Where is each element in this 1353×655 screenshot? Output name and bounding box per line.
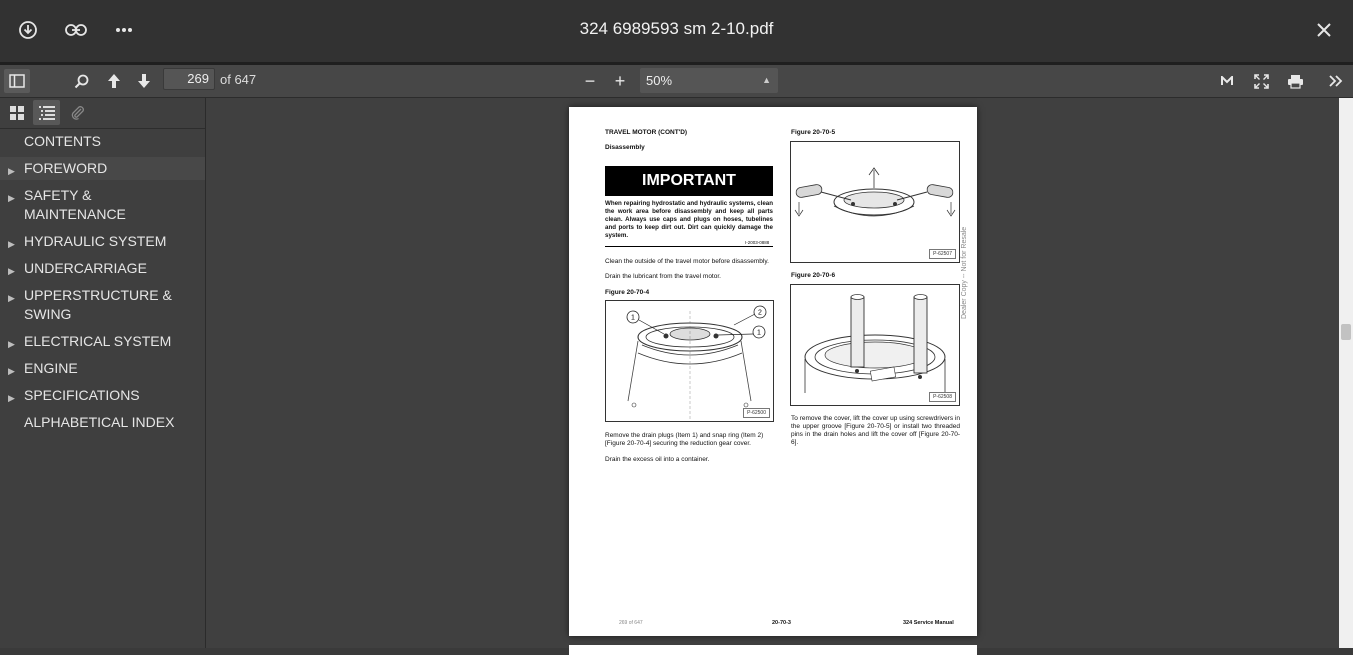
sidebar-view-buttons: [0, 98, 205, 129]
outline-item-label: ALPHABETICAL INDEX: [24, 414, 175, 430]
paragraph-4: Drain the excess oil into a container.: [605, 456, 710, 463]
outline-item-label: FOREWORD: [24, 160, 108, 176]
outline-item[interactable]: [0, 411, 205, 434]
pdf-page: [569, 107, 977, 636]
outline-item[interactable]: [0, 230, 205, 253]
callout-1b: 1: [757, 329, 761, 337]
footer-manual-title: 324 Service Manual: [903, 620, 954, 626]
document-title: 324 6989593 sm 2-10.pdf: [579, 19, 774, 38]
sidebar-toggle-button[interactable]: [4, 69, 30, 93]
figure-4-illustration: [605, 300, 774, 422]
document-outline: [0, 130, 205, 438]
important-banner: IMPORTANT: [605, 166, 773, 196]
section-heading: TRAVEL MOTOR (CONT'D): [605, 129, 688, 136]
outline-item-label: UNDERCARRIAGE: [24, 260, 147, 276]
outline-item[interactable]: [0, 284, 205, 326]
outline-item-label: ENGINE: [24, 360, 78, 376]
threaded-pins-drawing: [791, 285, 959, 405]
expand-triangle-icon[interactable]: ▶: [8, 293, 15, 303]
outline-item[interactable]: [0, 130, 205, 153]
callout-2: 2: [758, 309, 762, 317]
paragraph-3: Remove the drain plugs (Item 1) and snap ring (Item 2) [Figure 20-70-4] securing the reduction gear cover.: [605, 432, 764, 447]
important-text: When repairing hydrostatic and hydraulic systems, clean the work area before disassembly and keep all parts clean. Always use caps and plugs on hoses, tubelines and ports to keep dirt out. Dirt can quickly damage the system.: [605, 200, 773, 239]
outline-item-label: SPECIFICATIONS: [24, 387, 140, 403]
expand-triangle-icon[interactable]: ▶: [8, 339, 15, 349]
outline-item[interactable]: [0, 330, 205, 353]
search-icon[interactable]: [70, 69, 92, 93]
important-code: I-2003-0888: [745, 240, 770, 245]
callout-1a: 1: [631, 314, 635, 322]
outline-item[interactable]: [0, 257, 205, 280]
figure-4-label: Figure 20-70-4: [605, 289, 650, 296]
scrollbar-thumb[interactable]: [1341, 324, 1351, 340]
paragraph-2: Drain the lubricant from the travel motor.: [605, 273, 721, 280]
select-arrows-icon: ▲: [762, 75, 771, 85]
watermark: Dealer Copy -- Not for Resale: [961, 226, 968, 319]
footer-page-index: 269 of 647: [619, 620, 643, 626]
outline-item-label: SAFETY & MAINTENANCE: [24, 187, 126, 222]
fullscreen-icon[interactable]: [1250, 69, 1272, 93]
footer-page-number: 20-70-3: [772, 620, 791, 626]
figure-5-illustration: [790, 141, 960, 263]
expand-triangle-icon[interactable]: ▶: [8, 239, 15, 249]
outline-item-label: UPPERSTRUCTURE & SWING: [24, 287, 172, 322]
figure-6-code: P-62508: [929, 392, 956, 402]
viewer-scrollbar[interactable]: [1339, 98, 1353, 648]
expand-triangle-icon[interactable]: ▶: [8, 193, 15, 203]
attachment-view-icon[interactable]: [64, 100, 91, 125]
next-pdf-page: [569, 645, 977, 655]
figure-5-label: Figure 20-70-5: [791, 129, 836, 136]
previous-page-button[interactable]: [103, 69, 125, 93]
expand-triangle-icon[interactable]: ▶: [8, 393, 15, 403]
next-page-button[interactable]: [133, 69, 155, 93]
outline-item[interactable]: [0, 357, 205, 380]
zoom-select[interactable]: [640, 68, 778, 93]
outline-item[interactable]: [0, 157, 205, 180]
thumbnail-view-icon[interactable]: [3, 100, 30, 125]
figure-6-label: Figure 20-70-6: [791, 272, 836, 279]
section-subheading: Disassembly: [605, 144, 645, 151]
expand-triangle-icon[interactable]: ▶: [8, 266, 15, 276]
print-icon[interactable]: [1284, 69, 1306, 93]
zoom-in-button[interactable]: +: [614, 70, 626, 91]
paragraph-5: To remove the cover, lift the cover up using screwdrivers in the upper groove [Figure 20-70-5] or install two threaded pins in the drain holes and lift the cover off [Figure 20-70-6].: [791, 415, 960, 446]
paragraph-1: Clean the outside of the travel motor before disassembly.: [605, 258, 769, 265]
screwdriver-drawing: [791, 142, 959, 262]
figure-6-illustration: [790, 284, 960, 406]
pdf-toolbar: [0, 65, 1353, 98]
outline-item[interactable]: [0, 184, 205, 226]
outline-item-label: CONTENTS: [24, 133, 101, 149]
presentation-mode-icon[interactable]: [1216, 69, 1238, 93]
outline-item[interactable]: [0, 384, 205, 407]
motor-cover-drawing: [606, 301, 773, 421]
figure-5-code: P-62507: [929, 249, 956, 259]
expand-triangle-icon[interactable]: ▶: [8, 166, 15, 176]
outline-item-label: ELECTRICAL SYSTEM: [24, 333, 172, 349]
zoom-out-button[interactable]: −: [584, 70, 596, 91]
outline-item-label: HYDRAULIC SYSTEM: [24, 233, 167, 249]
close-icon[interactable]: [1310, 16, 1338, 44]
figure-4-code: P-62500: [743, 408, 770, 418]
page-number-input[interactable]: 269: [163, 68, 215, 90]
sidebar: [0, 98, 206, 648]
tools-chevron-icon[interactable]: [1325, 69, 1347, 93]
title-bar: [0, 0, 1353, 62]
page-count: of 647: [220, 72, 257, 87]
expand-triangle-icon[interactable]: ▶: [8, 366, 15, 376]
zoom-value: 50%: [646, 73, 673, 88]
outline-view-icon[interactable]: [33, 100, 60, 125]
